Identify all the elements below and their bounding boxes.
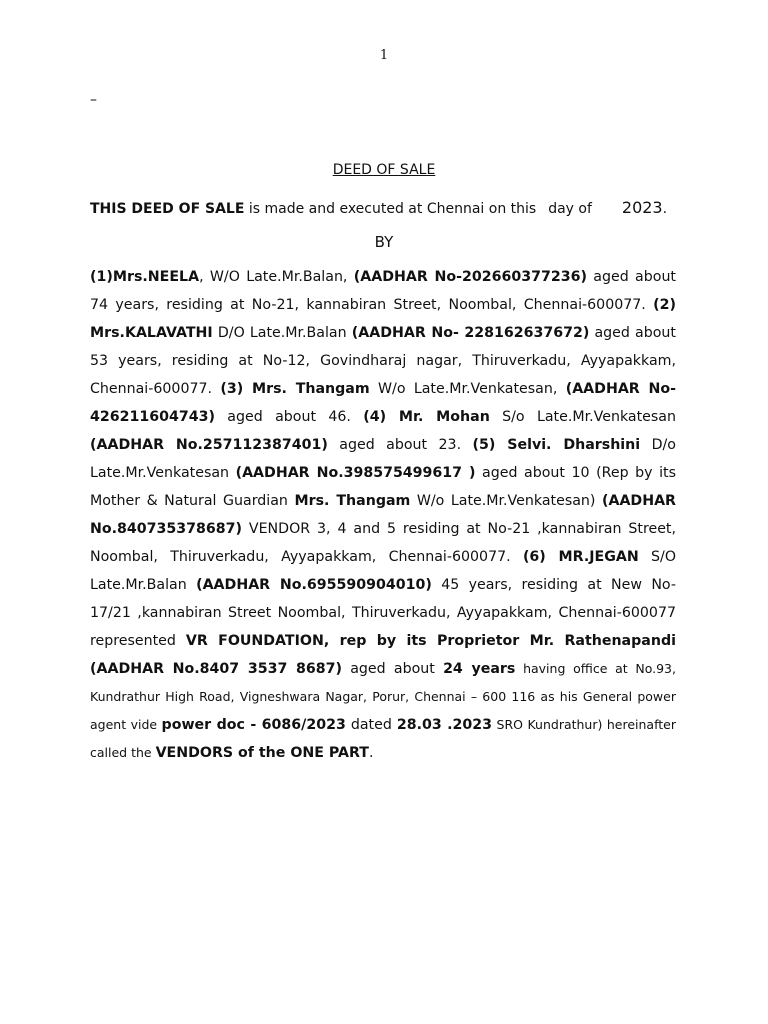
bold-run: (AADHAR No-202660377236) [353, 269, 587, 285]
bold-run: power doc - 6086/2023 [161, 717, 346, 733]
text-run: D/O Late.Mr.Balan [212, 325, 352, 341]
text-run: VENDOR 3, 4 and 5 residing at No-21 ,kannabiran Street, Noombal, Thiruverkadu, Ayyapakkam, Chennai-600077. [90, 521, 676, 565]
bold-run: (AADHAR No.695590904010) [196, 577, 432, 593]
bold-run: (3) Mrs. Thangam [220, 381, 370, 397]
text-run: SRO Kundrathur) hereinafter called the [90, 717, 676, 760]
bold-run: VENDORS of the ONE PART [155, 745, 369, 761]
text-run: aged about 23. [327, 437, 473, 453]
intro-year: 2023 [621, 198, 663, 217]
intro-line [90, 198, 690, 217]
text-run: D/o Late.Mr.Venkatesan [90, 437, 676, 481]
bold-run: (4) Mr. Mohan [363, 409, 490, 425]
text-run: aged about [341, 661, 444, 677]
bold-run: 24 years [443, 661, 516, 677]
bold-run: (5) Selvi. Dharshini [472, 437, 641, 453]
bold-run: 28.03 .2023 [396, 717, 493, 733]
intro-period: . [662, 201, 668, 217]
parties-paragraph [90, 263, 676, 767]
text-run: S/o Late.Mr.Venkatesan [489, 409, 676, 425]
text-run: 45 years, residing at New No-17/21 ,kannabiran Street Noombal, Thiruverkadu, Ayyapakkam, Chennai-600077 represented [90, 577, 676, 649]
text-run: having office at No.93, Kundrathur High Road, Vigneshwara Nagar, Porur, Chennai – 600 116 as his General power agent vide [90, 661, 676, 732]
text-run: aged about 10 (Rep by its Mother & Natural Guardian [90, 465, 676, 509]
bold-run: Mrs. Thangam [294, 493, 411, 509]
intro-text: is made and executed at Chennai on this [244, 201, 537, 217]
bold-run: (AADHAR No- 228162637672) [351, 325, 590, 341]
bold-run: (2) Mrs.KALAVATHI [90, 297, 676, 341]
bold-run: (6) MR.JEGAN [522, 549, 639, 565]
text-run: S/O Late.Mr.Balan [90, 549, 676, 593]
text-run: dated [345, 717, 397, 733]
bold-run: (AADHAR No-426211604743) [90, 381, 676, 425]
page-number: 1 [379, 48, 389, 63]
document-title: DEED OF SALE [332, 162, 436, 178]
bold-run: (1)Mrs.NEELA [90, 269, 200, 285]
text-run: aged about 74 years, residing at No-21, kannabiran Street, Noombal, Chennai-600077. [90, 269, 676, 313]
text-run: , W/O Late.Mr.Balan, [199, 269, 354, 285]
text-run: . [368, 745, 374, 761]
intro-day-of: day of [548, 201, 592, 217]
dash-mark: – [90, 92, 97, 108]
text-run: aged about 46. [214, 409, 364, 425]
bold-run: (AADHAR No.398575499617 ) [235, 465, 476, 481]
text-run: W/o Late.Mr.Venkatesan, [369, 381, 566, 397]
by-label: BY [374, 233, 394, 251]
text-run: W/o Late.Mr.Venkatesan) [410, 493, 602, 509]
bold-run: (AADHAR No.257112387401) [90, 437, 328, 453]
bold-run: VR FOUNDATION, rep by its Proprietor Mr. Rathenapandi (AADHAR No.8407 3537 8687) [90, 633, 676, 677]
text-run: aged about 53 years, residing at No-12, Govindharaj nagar, Thiruverkadu, Ayyapakkam, Chennai-600077. [90, 325, 676, 397]
bold-run: (AADHAR No.840735378687) [90, 493, 676, 537]
intro-lead: THIS DEED OF SALE [90, 201, 245, 217]
